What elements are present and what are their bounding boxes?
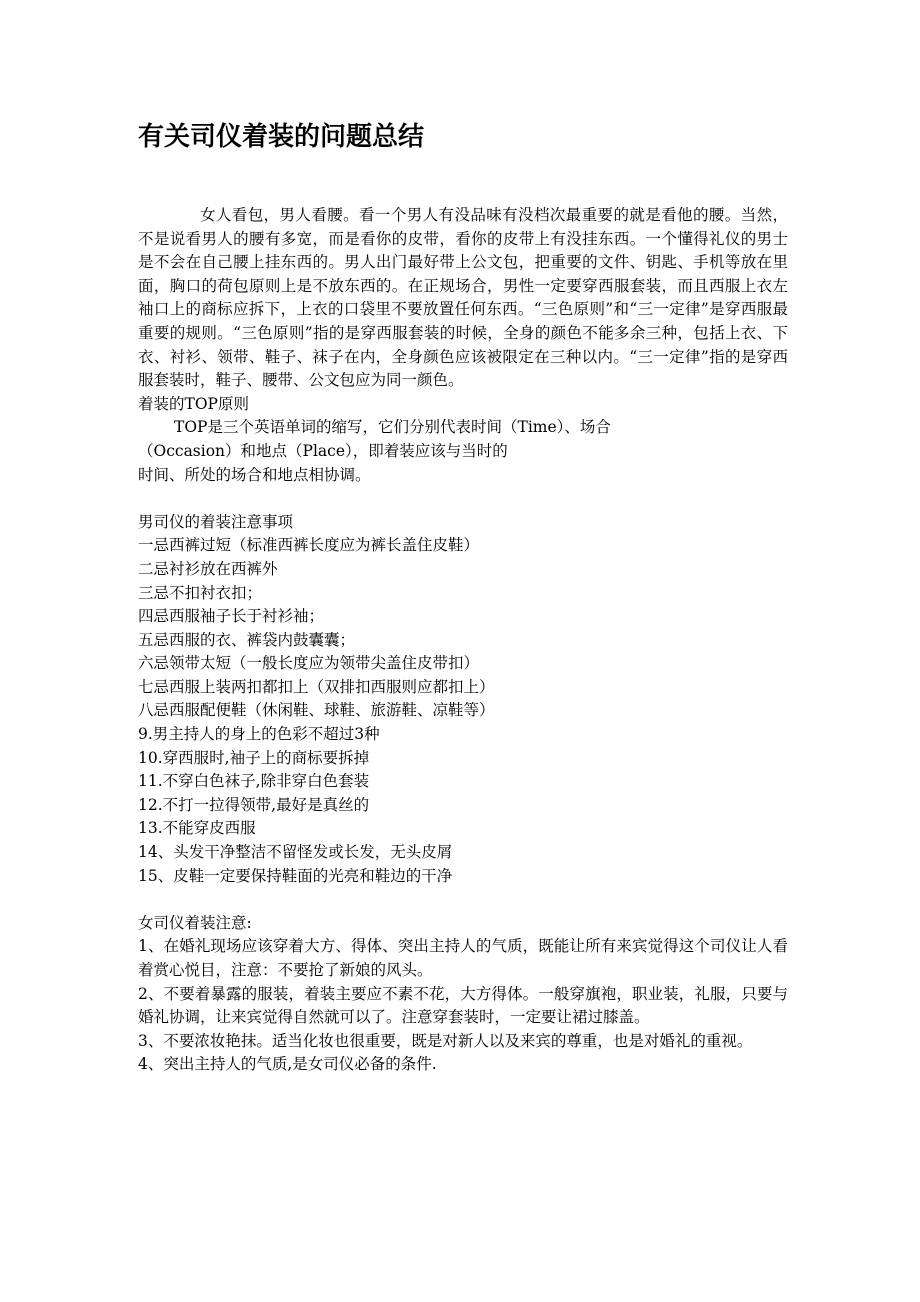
page-title: 有关司仪着装的问题总结	[138, 122, 425, 152]
female-heading: 女司仪着装注意:	[138, 913, 252, 932]
top-line: 时间、所处的场合和地点相协调。	[138, 465, 371, 484]
spacer	[138, 888, 788, 912]
male-item: 13.不能穿皮西服	[138, 819, 256, 838]
female-item: 1、在婚礼现场应该穿着大方、得体、突出主持人的气质，既能让所有来宾觉得这个司仪让人看着赏心悦目，注意：不要抢了新娘的风头。	[138, 937, 788, 979]
intro-paragraph: 女人看包，男人看腰。看一个男人有没品味有没档次最重要的就是看他的腰。当然，不是说看男人的腰有多宽，而是看你的皮带，看你的皮带上有没挂东西。一个懂得礼仪的男士是不会在自己腰上挂东西的。男人出门最好带上公文包，把重要的文件、钥匙、手机等放在里面，胸口的荷包原则上是不放东西的。在正规场合，男性一定要穿西服套装，而且西服上衣左袖口上的商标应拆下，上衣的口袋里不要放置任何东西。“三色原则”和“三一定律”是穿西服最重要的规则。“三色原则”指的是穿西服套装的时候，全身的颜色不能多余三种，包括上衣、下衣、衬衫、领带、鞋子、袜子在内，全身颜色应该被限定在三种以内。“三一定律”指的是穿西服套装时，鞋子、腰带、公文包应为同一颜色。	[138, 206, 788, 390]
male-item: 15、皮鞋一定要保持鞋面的光亮和鞋边的干净	[138, 866, 453, 885]
male-item: 一忌西裤过短（标准西裤长度应为裤长盖住皮鞋）	[138, 536, 480, 555]
top-heading: 着装的TOP原则	[138, 394, 249, 413]
document-body	[138, 204, 788, 1077]
male-item: 六忌领带太短（一般长度应为领带尖盖住皮带扣）	[138, 654, 480, 673]
male-item: 七忌西服上装两扣都扣上（双排扣西服则应都扣上）	[138, 677, 495, 696]
male-item: 10.穿西服时,袖子上的商标要拆掉	[138, 748, 370, 767]
male-item: 二忌衬衫放在西裤外	[138, 559, 278, 578]
male-heading: 男司仪的着装注意事项	[138, 512, 294, 531]
male-item: 八忌西服配便鞋（休闲鞋、球鞋、旅游鞋、凉鞋等）	[138, 701, 495, 720]
spacer	[138, 487, 788, 511]
male-item: 三忌不扣衬衣扣；	[138, 583, 263, 602]
top-line: TOP是三个英语单词的缩写，它们分别代表时间（Time）、场合	[174, 418, 611, 437]
male-item: 五忌西服的衣、裤袋内鼓囊囊；	[138, 630, 356, 649]
female-item: 3、不要浓妆艳抹。适当化妆也很重要，既是对新人以及来宾的尊重，也是对婚礼的重视。	[138, 1031, 753, 1050]
top-line: （Occasion）和地点（Place），即着装应该与当时的	[138, 441, 508, 460]
male-item: 四忌西服袖子长于衬衫袖；	[138, 607, 325, 626]
female-item: 4、突出主持人的气质,是女司仪必备的条件.	[138, 1055, 437, 1074]
male-item: 11.不穿白色袜子,除非穿白色套装	[138, 772, 370, 791]
male-item: 12.不打一拉得领带,最好是真丝的	[138, 795, 370, 814]
female-item: 2、不要着暴露的服装，着装主要应不素不花，大方得体。一般穿旗袍，职业装，礼服，只要与婚礼协调，让来宾觉得自然就可以了。注意穿套装时，一定要让裙过膝盖。	[138, 984, 788, 1027]
male-item: 14、头发干净整洁不留怪发或长发，无头皮屑	[138, 843, 453, 862]
male-item: 9.男主持人的身上的色彩不超过3种	[138, 725, 380, 744]
